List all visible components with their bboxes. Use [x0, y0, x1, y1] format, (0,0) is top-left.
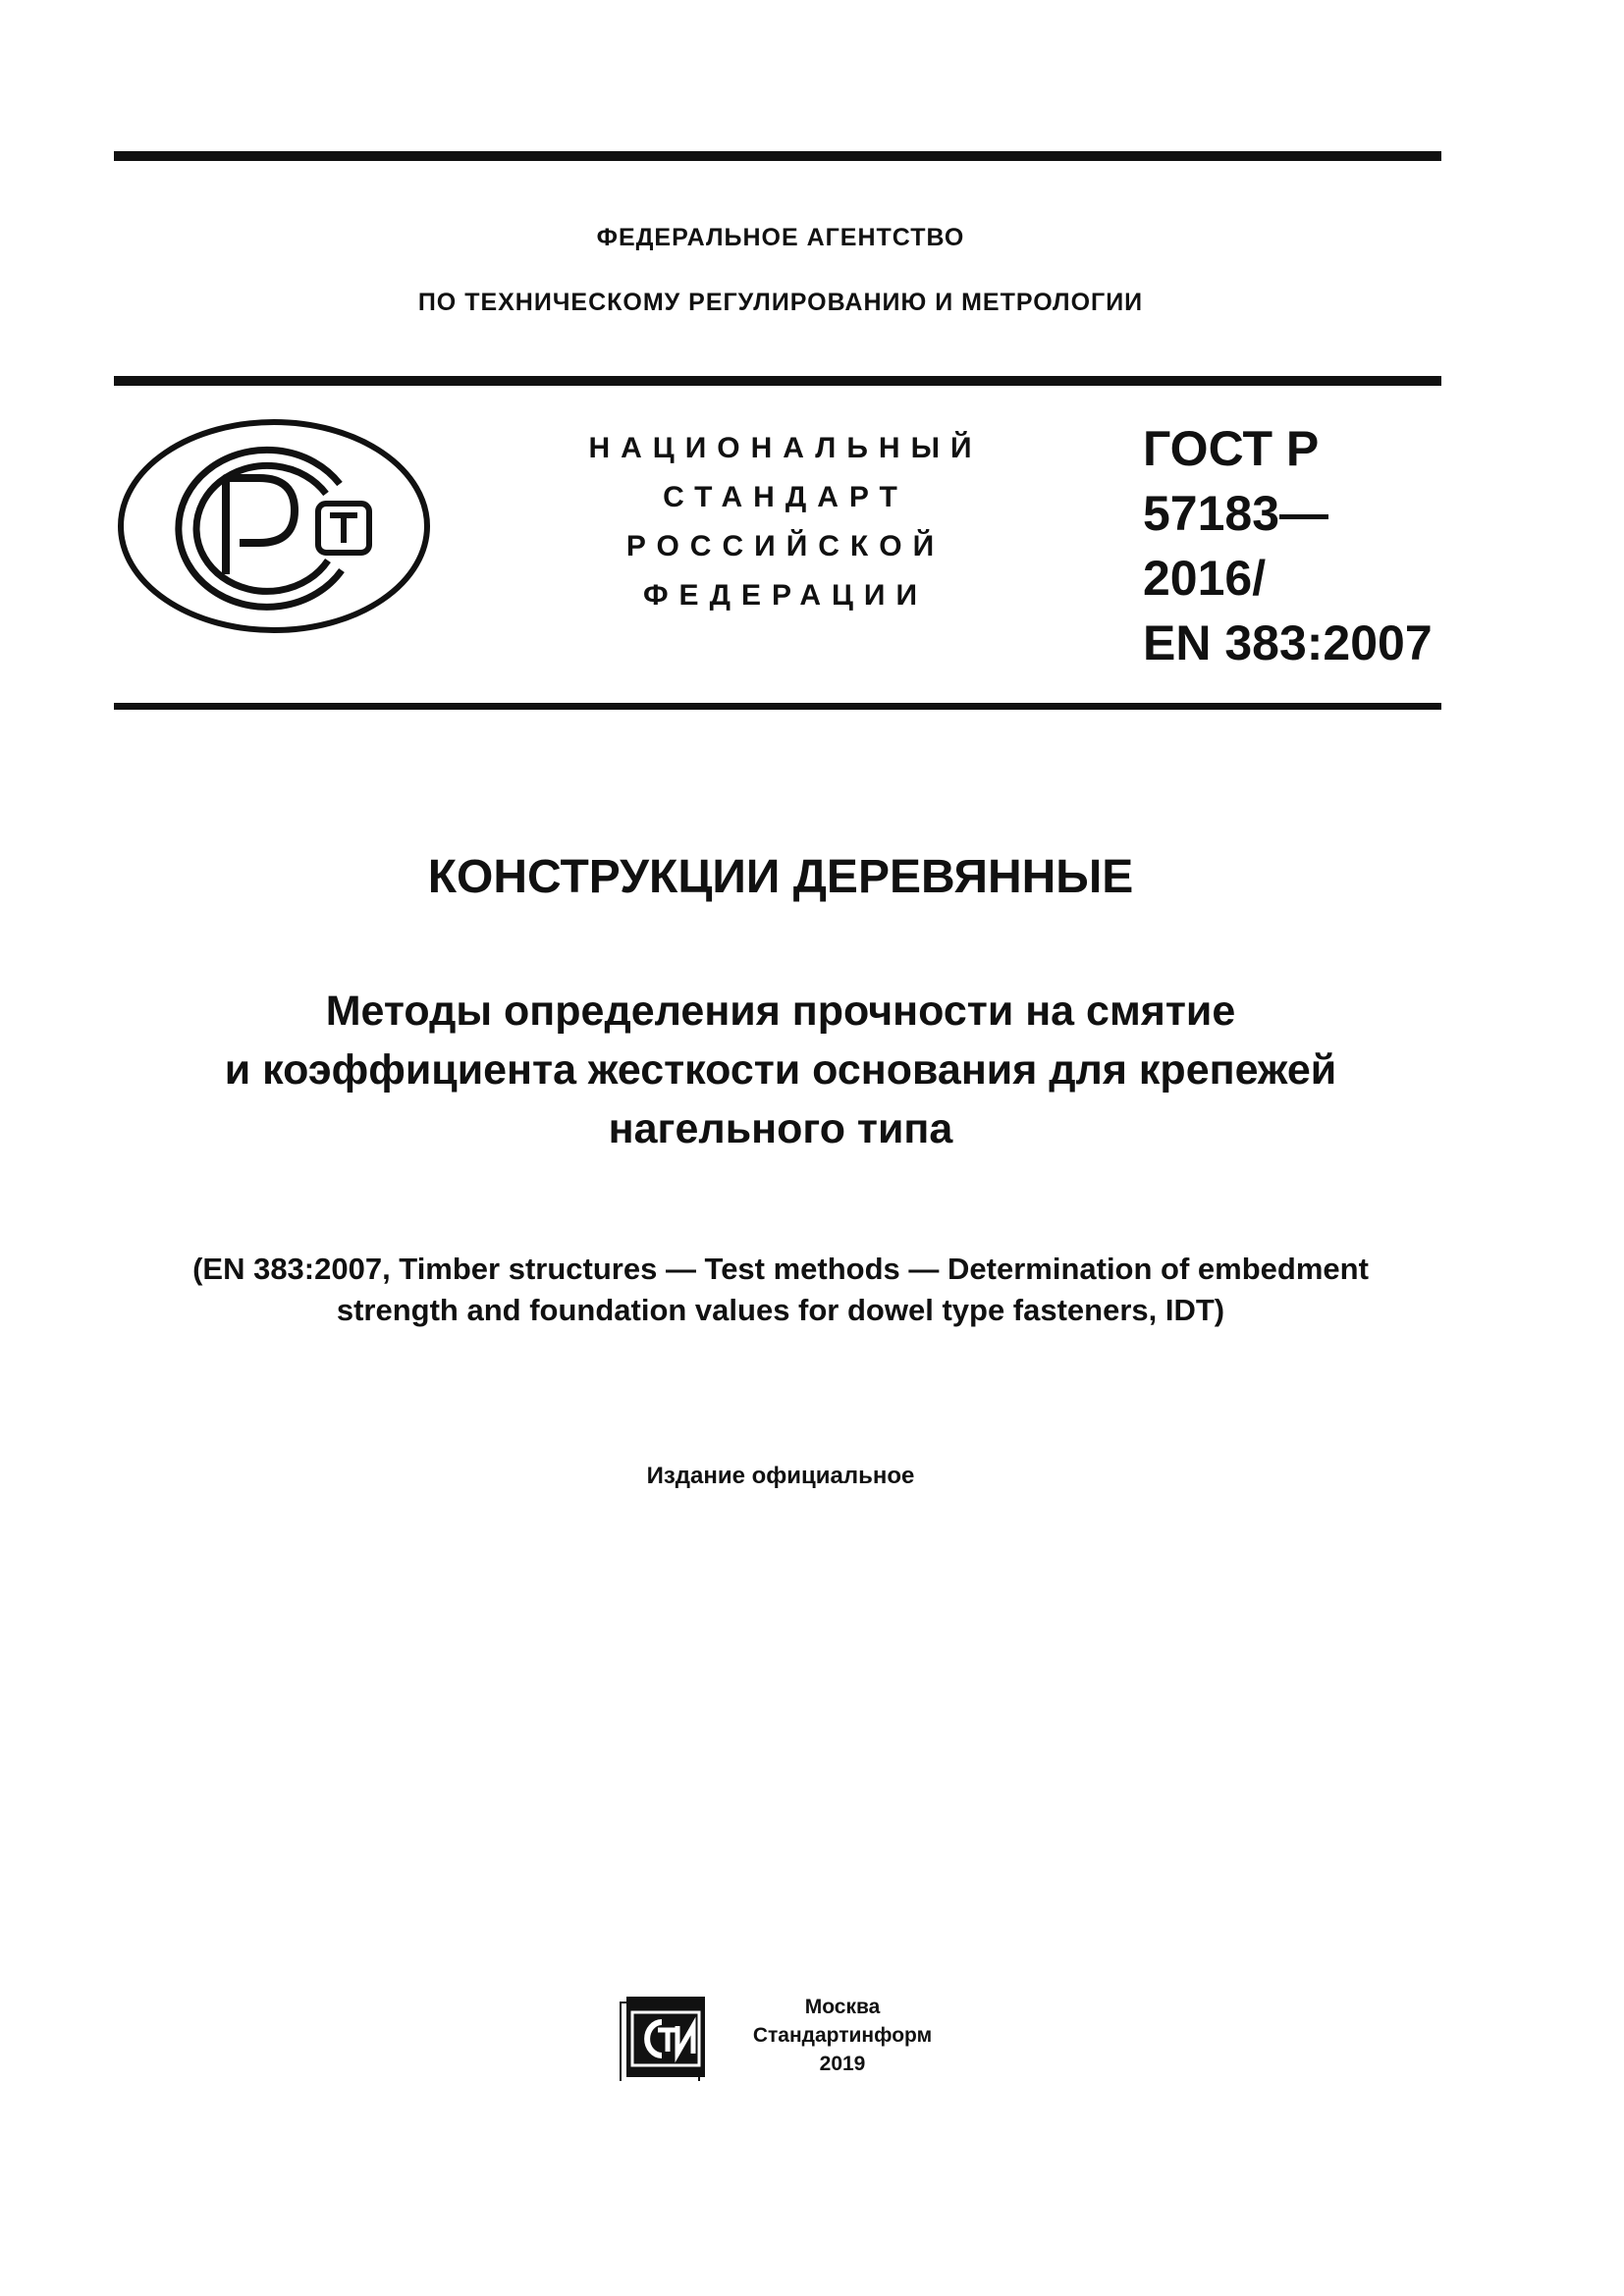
gost-number-line: EN 383:2007 — [1143, 615, 1433, 670]
subtitle-line: и коэффициента жесткости основания для крепежей — [224, 1046, 1337, 1094]
rst-logo-icon — [116, 417, 432, 635]
english-title-line: strength and foundation values for dowel type fasteners, IDT) — [336, 1293, 1225, 1327]
gost-designation — [1143, 416, 1457, 675]
standard-block-bottom-rule — [114, 703, 1441, 710]
standard-block-top-rule — [114, 376, 1441, 386]
national-standard-label — [560, 424, 1011, 620]
publisher-name: Стандартинформ — [752, 2024, 933, 2047]
publisher-info — [727, 1993, 958, 2078]
gost-number-line: ГОСТ Р — [1143, 421, 1320, 476]
agency-name-line1: ФЕДЕРАЛЬНОЕ АГЕНТСТВО — [596, 224, 965, 251]
standartinform-logo-icon — [617, 1993, 709, 2081]
national-line: РОССИЙСКОЙ — [625, 530, 946, 562]
gost-number-line: 57183— — [1143, 486, 1329, 541]
national-line: НАЦИОНАЛЬНЫЙ — [588, 432, 983, 464]
publication-year: 2019 — [819, 2053, 866, 2075]
subtitle-line: нагельного типа — [608, 1105, 953, 1152]
national-line: ФЕДЕРАЦИИ — [642, 579, 929, 612]
national-line: СТАНДАРТ — [663, 481, 908, 513]
top-rule — [114, 151, 1441, 161]
english-title-line: (EN 383:2007, Timber structures — Test methods — Determination of embedment — [192, 1252, 1369, 1286]
publisher-city: Москва — [804, 1996, 881, 2018]
edition-label: Издание официальное — [646, 1463, 915, 1489]
gost-number-line: 2016/ — [1143, 551, 1267, 606]
subtitle-line: Методы определения прочности на смятие — [325, 988, 1236, 1035]
agency-name-line2: ПО ТЕХНИЧЕСКОМУ РЕГУЛИРОВАНИЮ И МЕТРОЛОГИИ — [417, 289, 1144, 316]
english-title — [0, 1249, 1561, 1331]
document-subtitle — [0, 982, 1561, 1158]
document-title: КОНСТРУКЦИИ ДЕРЕВЯННЫЕ — [427, 851, 1134, 903]
